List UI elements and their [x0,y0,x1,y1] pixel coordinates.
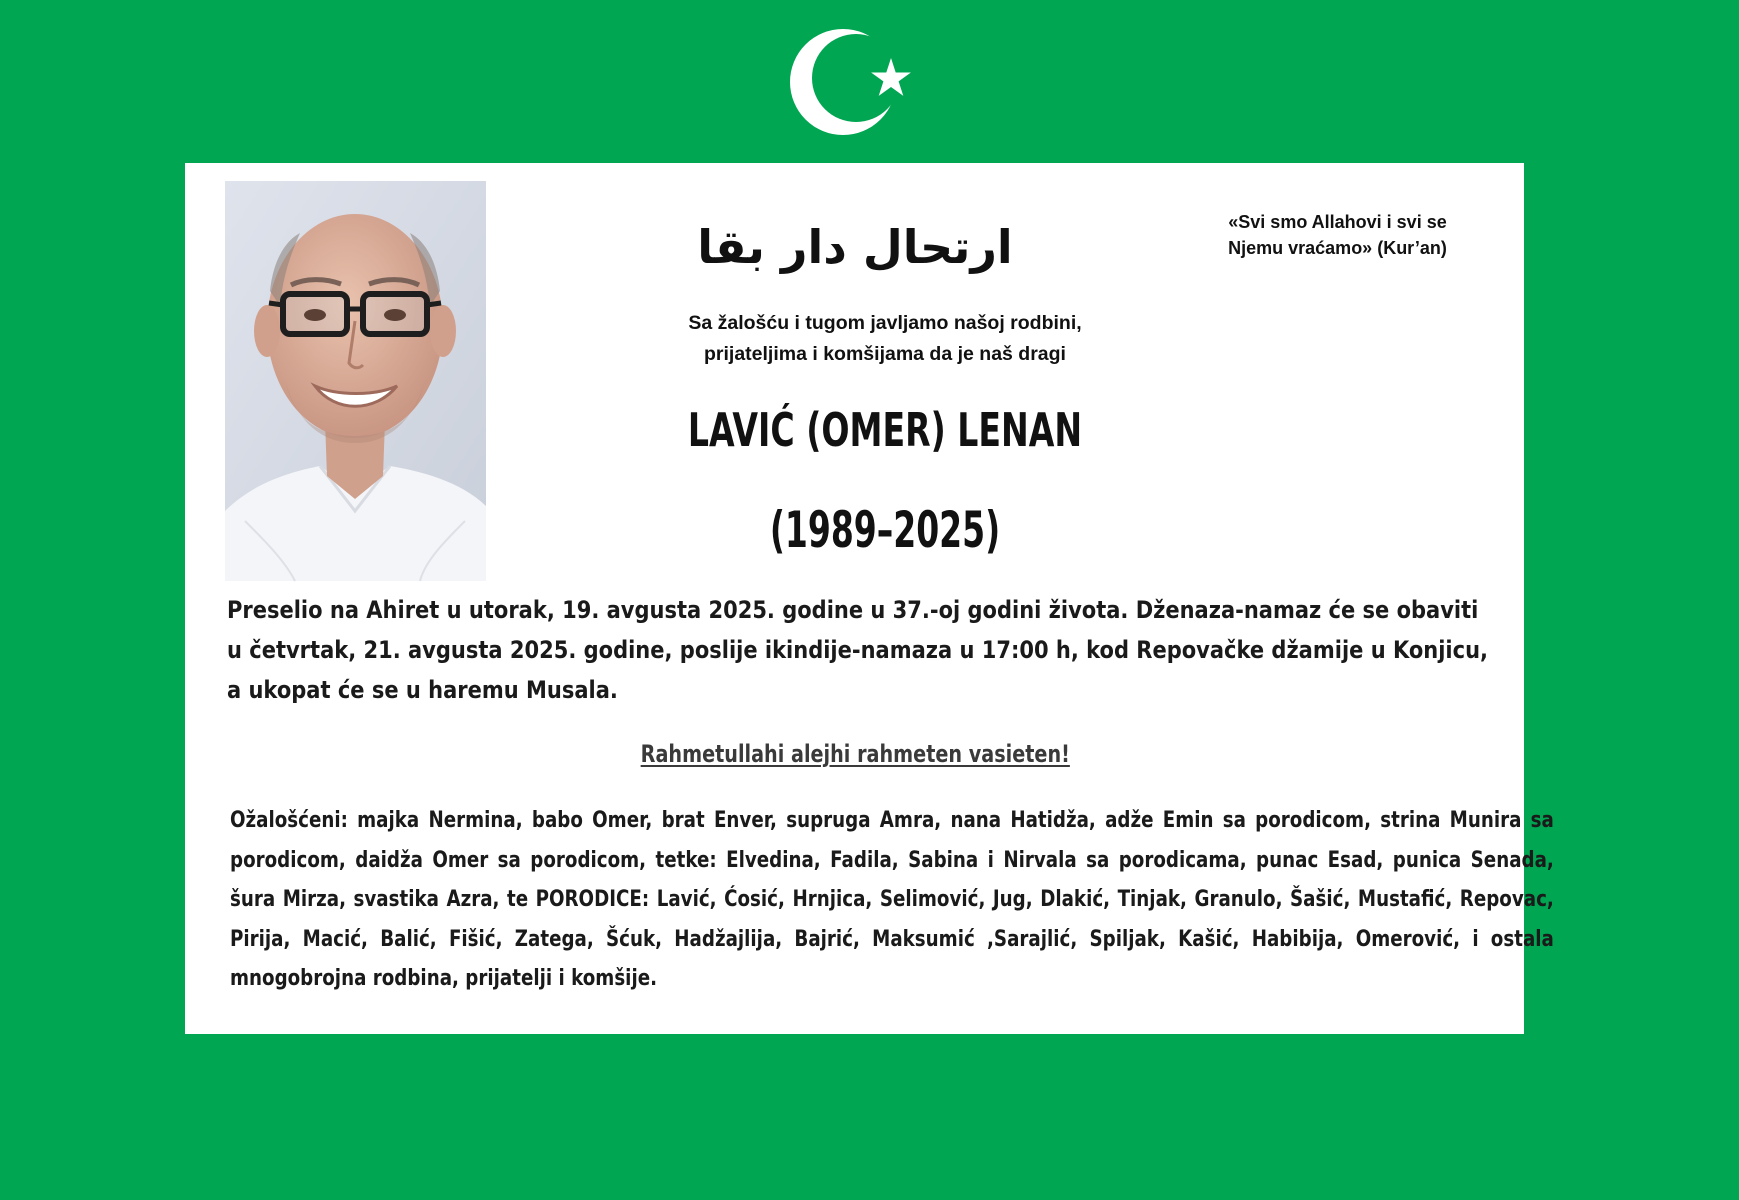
svg-text:ارتحال دار بقا: ارتحال دار بقا [697,220,1013,274]
mourners-list: Ožalošćeni: majka Nermina, babo Omer, brat Enver, supruga Amra, nana Hatidža, adže Emin sa porodicom, strina Munira sa porodicom, daidža Omer sa porodicom, tetke: Elvedina, Fadila, Sabina i Nirvala sa porodicama, punac Esad, punica Senada, šura Mirza, svastika Azra, te PORODICE: Lavić, Ćosić, Hrnjica, Selimović, Jug, Dlakić, Tinjak, Granulo, Šašić, Mustafić, Repovac, Pirija, Macić, Balić, Fišić, Zatega, Šćuk, Hadžajlija, Bajrić, Maksumić ,Sarajlić, Spiljak, Kašić, Habibija, Omerović, i ostala mnogobrojna rodbina, prijatelji i komšije. [230,808,1554,991]
obituary-card [185,163,1554,1034]
rahmet-text: Rahmetullahi alejhi rahmeten vasieten! [640,740,1070,768]
crescent-star-icon [780,22,920,142]
deceased-name: LAVIĆ (OMER) LENAN [687,403,1083,457]
quran-quote-line2: Njemu vraćamo» (Kur’an) [1228,238,1447,258]
intro-line1: Sa žalošću i tugom javljamo našoj rodbini, [688,312,1082,334]
announcement-text: Preselio na Ahiret u utorak, 19. avgusta 2025. godine u 37.-oj godini života. Dženaza-namaz će se obaviti u četvrtak, 21. avgusta 2025. godine, poslije ikindije-namaza u 17:00 h, kod Repovačke džamije u Konjicu, a ukopat će se u haremu Musala. [227,596,1489,704]
quran-quote [1185,209,1490,261]
rahmet-line [485,736,1225,772]
intro-text [605,308,1165,370]
arabic-calligraphy [697,205,1013,285]
intro-line2: prijateljima i komšijama da je naš dragi [704,343,1066,365]
portrait-photo [225,181,486,581]
quran-quote-line1: «Svi smo Allahovi i svi se [1228,212,1447,232]
deceased-years: (1989–2025) [769,501,1001,559]
